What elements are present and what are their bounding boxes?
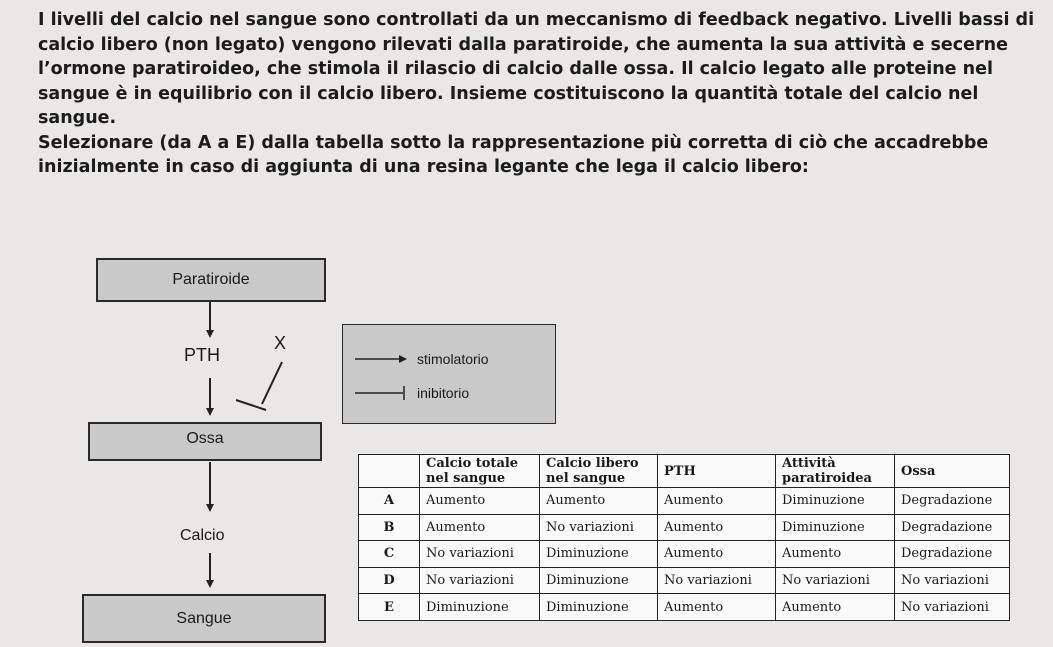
inhibition-line xyxy=(262,362,282,404)
option-letter: E xyxy=(359,594,420,621)
question-paragraph-instruction: Selezionare (da A a E) dalla tabella sotto la rappresentazione più corretta di ciò che accadrebbe inizialmente in caso di aggiunta di una resina legante che lega il calcio libero: xyxy=(38,132,989,177)
table-row xyxy=(359,541,1010,568)
pth-label: PTH xyxy=(184,345,220,365)
question-text xyxy=(38,8,1038,180)
table-cell: Diminuzione xyxy=(540,594,658,621)
paratiroide-label: Paratiroide xyxy=(172,271,250,288)
option-letter: A xyxy=(359,488,420,515)
table-cell: Aumento xyxy=(776,594,895,621)
header-calcio-libero: Calcio libero nel sangue xyxy=(540,455,658,488)
table-cell: No variazioni xyxy=(540,514,658,541)
table-cell: Aumento xyxy=(658,541,776,568)
question-paragraph-intro: I livelli del calcio nel sangue sono controllati da un meccanismo di feedback negativo. Livelli bassi di calcio libero (non legato) vengono rilevati dalla paratiroide, che aumenta la sua attività e secerne l’ormone paratiroideo, che stimola il rilascio di calcio dalle ossa. Il calcio legato alle proteine nel sangue è in equilibrio con il calcio libero. Insieme costituiscono la quantità totale del calcio nel sangue. xyxy=(38,10,1035,128)
legend-row-inibitorio xyxy=(355,385,469,401)
option-letter: D xyxy=(359,567,420,594)
table-cell: Diminuzione xyxy=(540,541,658,568)
table-cell: Diminuzione xyxy=(540,567,658,594)
legend-row-stimolatorio xyxy=(355,351,489,367)
header-pth: PTH xyxy=(658,455,776,488)
paratiroide-box xyxy=(96,258,326,302)
table-cell: Aumento xyxy=(658,488,776,515)
table-cell: Aumento xyxy=(658,594,776,621)
inhibitory-line-icon xyxy=(355,385,409,401)
inhibition-bar xyxy=(236,400,266,410)
ossa-label: Ossa xyxy=(186,430,224,447)
option-letter: B xyxy=(359,514,420,541)
table-cell: Aumento xyxy=(420,514,540,541)
table-header-row xyxy=(359,455,1010,488)
legend-stimolatorio-label: stimolatorio xyxy=(417,351,489,367)
table-cell: No variazioni xyxy=(420,541,540,568)
header-empty xyxy=(359,455,420,488)
ossa-box xyxy=(88,422,322,460)
table-cell: No variazioni xyxy=(658,567,776,594)
table-row xyxy=(359,514,1010,541)
table-row xyxy=(359,488,1010,515)
table-cell: No variazioni xyxy=(776,567,895,594)
table-cell: Diminuzione xyxy=(776,514,895,541)
header-attivita-paratiroidea: Attività paratiroidea xyxy=(776,455,895,488)
table-cell: Diminuzione xyxy=(420,594,540,621)
stimulatory-arrow-icon xyxy=(355,354,409,364)
table-cell: Degradazione xyxy=(895,488,1010,515)
table-cell: No variazioni xyxy=(895,594,1010,621)
legend-box xyxy=(342,324,556,424)
table-cell: No variazioni xyxy=(895,567,1010,594)
answer-table xyxy=(358,454,1010,621)
table-cell: No variazioni xyxy=(420,567,540,594)
sangue-box xyxy=(82,594,326,643)
table-cell: Aumento xyxy=(658,514,776,541)
table-cell: Degradazione xyxy=(895,541,1010,568)
sangue-label: Sangue xyxy=(176,609,232,627)
table-cell: Aumento xyxy=(776,541,895,568)
table-cell: Aumento xyxy=(420,488,540,515)
table-row xyxy=(359,594,1010,621)
table-cell: Aumento xyxy=(540,488,658,515)
header-calcio-totale: Calcio totale nel sangue xyxy=(420,455,540,488)
inhibition-x-mark: X xyxy=(274,333,287,353)
table-row xyxy=(359,567,1010,594)
table-cell: Degradazione xyxy=(895,514,1010,541)
calcio-label: Calcio xyxy=(180,527,225,544)
legend-inibitorio-label: inibitorio xyxy=(417,385,470,401)
table-cell: Diminuzione xyxy=(776,488,895,515)
header-ossa: Ossa xyxy=(895,455,1010,488)
option-letter: C xyxy=(359,541,420,568)
